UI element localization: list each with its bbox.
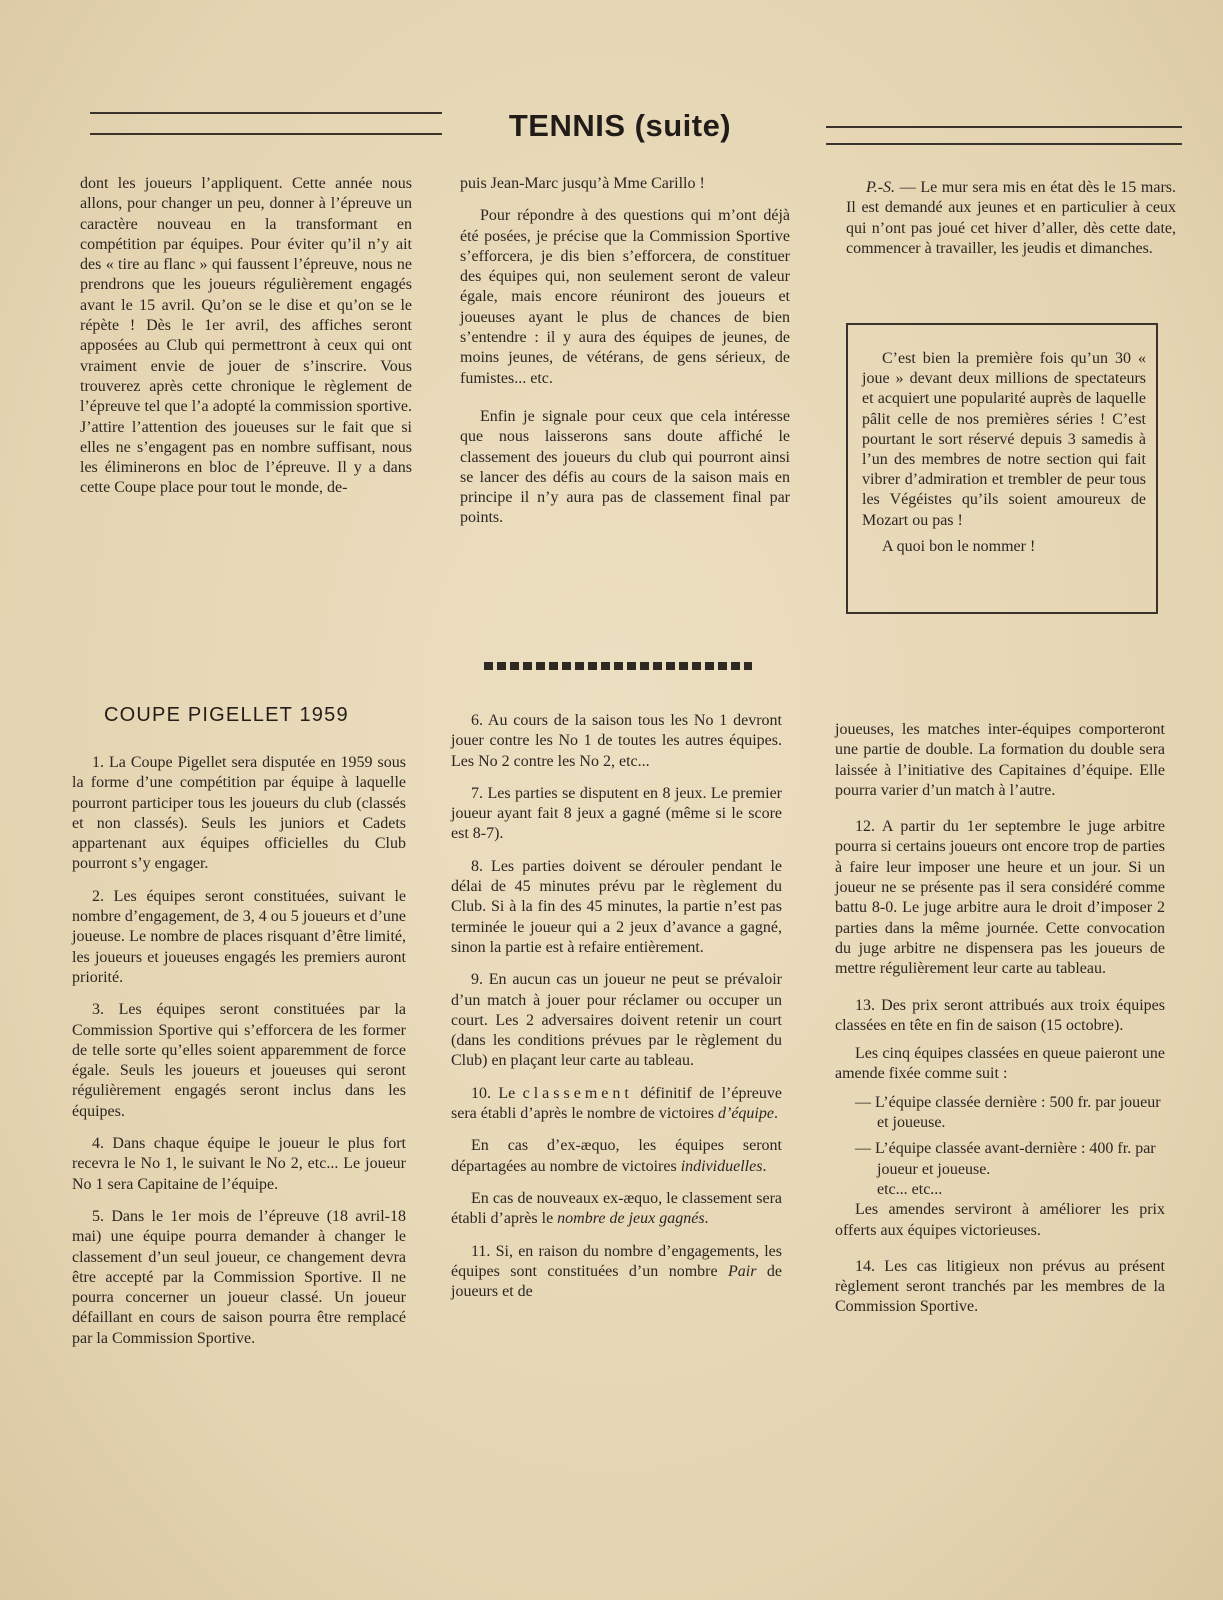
header-rule-right-top (826, 126, 1182, 128)
rule-article-11-continued: joueuses, les matches inter-équipes comporteront une partie de double. La formation du double sera laissée à l’initiative des Capitaines d’équipe. Elle pourra varier d’un match à l’autre. (835, 721, 1165, 799)
rule-article-10-tiebreak-2 (451, 1189, 782, 1230)
header-rule-left-top (90, 112, 442, 114)
section-divider (484, 662, 752, 670)
tiebreak-1-text: En cas d’ex-æquo, les équipes seront départagées au nombre de victoires (451, 1137, 782, 1175)
section-title: COUPE PIGELLET 1959 (104, 704, 349, 726)
rule-article-10 (451, 1084, 782, 1125)
tiebreak-1-emphasis: individuelles (680, 1157, 763, 1175)
fine-last-place: — L’équipe classée dernière : 500 fr. par joueur et joueuse. (855, 1093, 1161, 1132)
chronicle-paragraph: Enfin je signale pour ceux que cela intéresse que nous laisserons sans doute affiché le classement des joueurs du club qui pourront ainsi se lancer des défis au cours de la saison mais en principe il n’y aura pas de classement final par points. (460, 407, 790, 527)
rule-11-emphasis: Pair (728, 1262, 757, 1280)
rule-article-13-fines: Les cinq équipes classées en queue paieront une amende fixée comme suit : (835, 1045, 1165, 1083)
rule-article-5: 5. Dans le 1er mois de l’épreuve (18 avril-18 mai) une équipe pourra demander à changer le classement d’un seul joueur, ce changement devra être accepté par la Commission Sportive. Il ne pourra concerner un joueur classé. Un joueur défaillant en cours de saison pourra être remplacé par la Commission Sportive. (72, 1207, 406, 1347)
rule-article-9: 9. En aucun cas un joueur ne peut se prévaloir d’un match à jouer pour réclamer ou occuper un court. Les 2 adversaires doivent retenir un court (dans les conditions prévues par le règlement du Club) en plaçant leur carte au tableau. (451, 971, 782, 1070)
header-rule-left-bottom (90, 133, 442, 135)
fine-second-to-last: — L’équipe classée avant-dernière : 400 fr. par joueur et joueuse. (855, 1140, 1156, 1178)
fine-etc: etc... etc... (877, 1180, 943, 1198)
tiebreak-2-emphasis: nombre de jeux gagnés (557, 1210, 705, 1228)
postscript-label: P.-S. (866, 179, 896, 196)
rule-10-text: définitif de l’épreuve sera établi d’après le nombre de victoires (451, 1084, 782, 1123)
rule-article-14: 14. Les cas litigieux non prévus au présent règlement seront tranchés par les membres de la Commission Sportive. (835, 1257, 1165, 1316)
rule-article-11 (451, 1242, 782, 1303)
rule-article-12: 12. A partir du 1er septembre le juge arbitre pourra si certains joueurs ont encore trop de parties à faire leur imposer une heure et un jour. Si un joueur ne se présente pas il sera considéré comme battu 8-0. Le juge arbitre aura le droit d’imposer 2 parties dans la même journée. Cette convocation du juge arbitre ne dispensera pas les joueurs de mettre régulièrement leur carte au tableau. (835, 818, 1165, 978)
boxed-note-closing: A quoi bon le nommer ! (882, 537, 1036, 555)
chronicle-paragraph: dont les joueurs l’appliquent. Cette année nous allons, pour changer un peu, donner à l’épreuve un caractère nouveau en la transformant en compétition par équipes. Pour éviter qu’il n’y ait des « tire au flanc » qui faussent l’épreuve, nous ne prendrons que les joueurs régulièrement engagés avant le 15 avril. Qu’on se le dise et qu’on se le répète ! Dès le 1er avril, des affiches seront apposées au Club qui permettront à ceux qui ont vraiment envie de jouer de s’inscrire. Vous trouverez après cette chronique le règlement de l’épreuve tel que l’a adopté la commission sportive. J’attire l’attention des joueuses sur le fait que si elles ne s’engagent pas en nombre suffisant, nous les éliminerons en bloc de l’épreuve. Il y a dans cette Coupe place pour tout le monde, de- (80, 175, 412, 497)
top-column-3 (846, 178, 1176, 259)
rule-article-10-tiebreak-1 (451, 1136, 782, 1177)
postscript (846, 178, 1176, 259)
rule-article-4: 4. Dans chaque équipe le joueur le plus fort recevra le No 1, le suivant le No 2, etc... Le joueur No 1 sera Capitaine de l’équipe. (72, 1135, 406, 1193)
rule-article-13-use: Les amendes serviront à améliorer les prix offerts aux équipes victorieuses. (835, 1201, 1165, 1239)
rule-article-1: 1. La Coupe Pigellet sera disputée en 1959 sous la forme d’une compétition par équipe à laquelle pourront participer tous les joueurs du club (classés et non classés). Seuls les juniors et Cadets appartenant aux équipes officielles du Club pourront s’y engager. (72, 754, 406, 873)
postscript-text: — Le mur sera mis en état dès le 15 mars. Il est demandé aux jeunes et en particulier à ceux qui n’ont pas joué cet hiver d’aller, dès cette date, commencer à travailler, les jeudis et dimanches. (846, 179, 1176, 257)
tiebreak-2-end: . (704, 1210, 709, 1228)
rule-article-2: 2. Les équipes seront constituées, suivant le nombre d’engagement, de 3, 4 ou 5 joueurs et d’une joueuse. Le nombre de places risquant d’être limité, les joueurs et joueuses engagés les premiers auront priorité. (72, 887, 406, 986)
rule-11-end: de joueurs et de (451, 1262, 783, 1301)
page-title: TENNIS (suite) (508, 108, 732, 143)
rule-article-7: 7. Les parties se disputent en 8 jeux. Le premier joueur ayant fait 8 jeux a gagné (même si le score est 8-7). (451, 784, 782, 843)
chronicle-paragraph: Pour répondre à des questions qui m’ont déjà été posées, je précise que la Commission Sportive s’efforcera, je dis bien s’efforcera, de constituer des équipes qui, non seulement seront de valeur égale, mais encore réuniront des joueurs et joueuses ayant le plus de chances de bien s’entendre : il y aura des équipes de jeunes, de moins jeunes, de vétérans, de gens sérieux, de fumistes... etc. (460, 207, 790, 387)
boxed-note (846, 323, 1158, 614)
rule-article-3: 3. Les équipes seront constituées par la Commission Sportive qui s’efforcera de les former de telle sorte qu’elles soient apparemment de force égale. Seuls les joueurs et joueuses qui seront régulièrement engagés seront inclus dans les équipes. (72, 1001, 406, 1120)
top-column-2 (460, 174, 790, 529)
boxed-note-text: C’est bien la première fois qu’un 30 « joue » devant deux millions de spectateurs et acquiert une popularité auprès de laquelle pâlit celle de nos premières séries ! C’est pourtant le sort réservé depuis 3 samedis à l’un des membres de notre section qui fait vibrer d’admiration et trembler de peur tous les Végéistes qu’ils soient amoureux de Mozart ou pas ! (862, 350, 1146, 529)
rule-article-13: 13. Des prix seront attribués aux troix équipes classées en tête en fin de saison (15 octobre). (835, 996, 1165, 1034)
header-rule-right-bottom (826, 143, 1182, 145)
rule-10-emphasis: d’équipe (718, 1105, 774, 1123)
top-column-1 (80, 174, 412, 499)
rule-10-number: 10. Le (471, 1084, 523, 1102)
chronicle-continuation: puis Jean-Marc jusqu’à Mme Carillo ! (460, 175, 705, 192)
rules-column-2 (451, 711, 782, 1302)
rules-column-1 (72, 753, 406, 1349)
tiebreak-1-end: . (762, 1157, 767, 1175)
rule-article-6: 6. Au cours de la saison tous les No 1 devront jouer contre les No 1 de toutes les autres équipes. Les No 2 contre les No 2, etc... (451, 712, 782, 770)
rule-article-8: 8. Les parties doivent se dérouler pendant le délai de 45 minutes prévu par le règlement du Club. Si à la fin des 45 minutes, la partie n’est pas terminée le joueur qui a 2 jeux d’avance a gagné, sinon la partie est à refaire entièrement. (451, 857, 782, 956)
rule-10-end: . (773, 1105, 778, 1123)
rule-10-spaced-word: classement (522, 1084, 633, 1102)
tiebreak-2-text: En cas de nouveaux ex-æquo, le classement sera établi d’après le (451, 1189, 782, 1228)
rule-11-text: 11. Si, en raison du nombre d’engagements, les équipes sont constituées d’un nombre (451, 1242, 782, 1280)
rules-column-3 (835, 720, 1165, 1318)
